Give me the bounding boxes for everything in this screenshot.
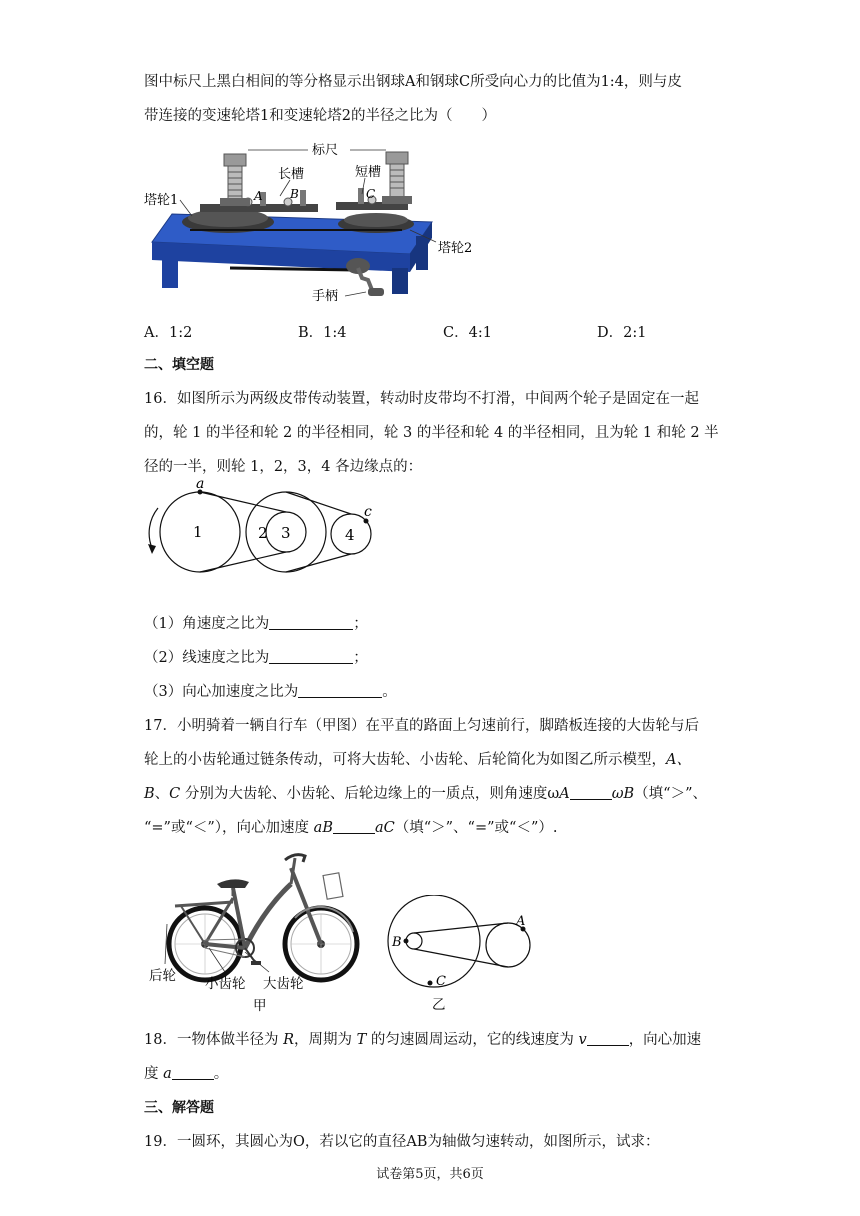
q17-line3: B、C 分别为大齿轮、小齿轮、后轮边缘上的一质点，则角速度ωA ωB（填“＞”、 xyxy=(144,786,707,802)
figure-yi-label: 乙 xyxy=(432,997,446,1013)
answer-blank[interactable] xyxy=(172,1064,214,1080)
answer-blank[interactable] xyxy=(587,1030,629,1046)
centripetal-apparatus-figure xyxy=(140,138,490,308)
gear-model-figure xyxy=(380,895,550,1015)
wheel-2-label: 2 xyxy=(258,524,268,542)
point-b-label: B xyxy=(392,935,402,950)
q16-sub2: （2）线速度之比为 ； xyxy=(144,650,368,666)
label-tower-2: 塔轮2 xyxy=(438,241,473,256)
q17-line4: “=”或“＜”），向心加速度 aB aC（填“＞”、“=”或“＜”）. xyxy=(144,820,558,836)
wheel-1-label: 1 xyxy=(193,523,203,541)
q15-option-d: D．2:1 xyxy=(597,325,647,341)
q15-line2: 带连接的变速轮塔1和变速轮塔2的半径之比为（ ） xyxy=(144,108,496,124)
label-long-slot: 长槽 xyxy=(278,167,305,182)
q15-option-a: A．1:2 xyxy=(144,325,193,341)
point-a-label: a xyxy=(196,478,205,492)
point-c-label: C xyxy=(436,974,446,989)
answer-blank[interactable] xyxy=(269,614,353,630)
big-gear-label: 大齿轮 xyxy=(263,976,304,992)
small-gear-label: 小齿轮 xyxy=(205,976,246,992)
point-a-label: A xyxy=(516,914,526,929)
label-short-slot: 短槽 xyxy=(355,165,382,180)
section-fill-in-title: 二、填空题 xyxy=(144,357,214,373)
section-answer-title: 三、解答题 xyxy=(144,1100,214,1116)
wheel-3-label: 3 xyxy=(281,524,291,542)
belt-transmission-figure xyxy=(140,478,380,578)
answer-blank[interactable] xyxy=(333,818,375,834)
wheel-4-label: 4 xyxy=(345,526,355,544)
label-handle: 手柄 xyxy=(312,289,339,304)
page-footer: 试卷第5页，共6页 xyxy=(376,1167,484,1182)
rear-wheel-label: 后轮 xyxy=(149,968,176,984)
q17-line2: 轮上的小齿轮通过链条传动，可将大齿轮、小齿轮、后轮简化为如图乙所示模型，A、 xyxy=(144,752,691,768)
label-ruler: 标尺 xyxy=(312,143,339,158)
q17-line1: 17．小明骑着一辆自行车（甲图）在平直的路面上匀速前行，脚踏板连接的大齿轮与后 xyxy=(144,718,699,734)
q19-line1: 19．一圆环，其圆心为O，若以它的直径AB为轴做匀速转动，如图所示，试求： xyxy=(144,1134,660,1150)
bicycle-figure xyxy=(145,848,365,1014)
q16-sub1: （1）角速度之比为 ； xyxy=(144,616,368,632)
q16-line2: 的，轮 1 的半径和轮 2 的半径相同，轮 3 的半径和轮 4 的半径相同，且为轮 1 和轮 2 半 xyxy=(144,425,719,441)
q16-line3: 径的一半，则轮 1，2，3，4 各边缘点的： xyxy=(144,459,423,475)
label-tower-1: 塔轮1 xyxy=(144,193,179,208)
q16-line1: 16．如图所示为两级皮带传动装置，转动时皮带均不打滑，中间两个轮子是固定在一起 xyxy=(144,391,699,407)
point-c-label: c xyxy=(364,504,372,520)
q18-line2: 度 a 。 xyxy=(144,1066,229,1082)
label-ball-b: B xyxy=(290,187,299,201)
label-ball-a: A xyxy=(254,189,263,203)
q15-line1: 图中标尺上黑白相间的等分格显示出钢球A和钢球C所受向心力的比值为1:4，则与皮 xyxy=(144,74,682,90)
figure-jia-label: 甲 xyxy=(253,998,267,1014)
q15-option-b: B．1:4 xyxy=(298,325,347,341)
label-ball-c: C xyxy=(366,187,376,201)
q15-option-c: C．4:1 xyxy=(443,325,492,341)
answer-blank[interactable] xyxy=(269,648,353,664)
q18-line1: 18．一物体做半径为 R，周期为 T 的匀速圆周运动，它的线速度为 v ，向心加速 xyxy=(144,1032,702,1048)
answer-blank[interactable] xyxy=(298,682,382,698)
q16-sub3: （3）向心加速度之比为 。 xyxy=(144,684,397,700)
answer-blank[interactable] xyxy=(570,784,612,800)
